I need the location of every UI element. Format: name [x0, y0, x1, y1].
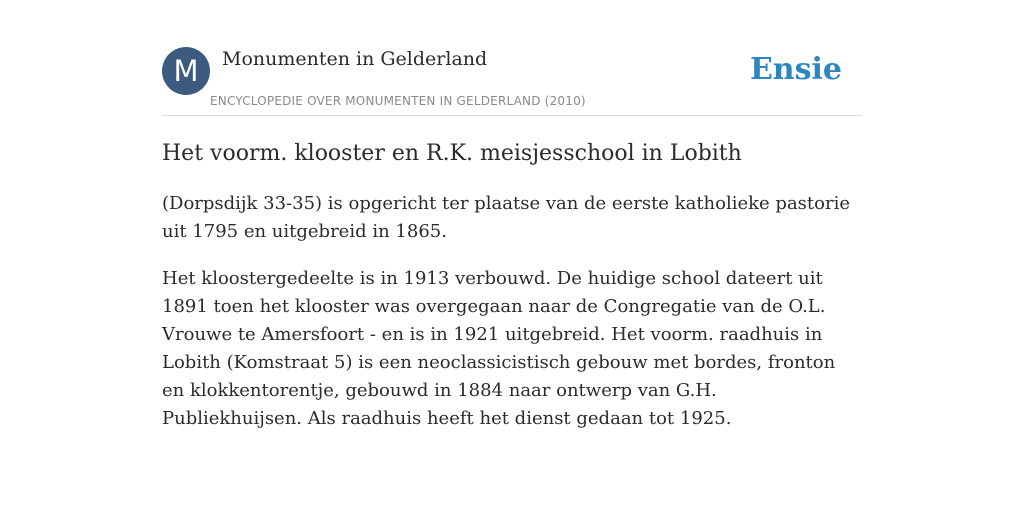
source-header — [162, 46, 862, 116]
article-paragraph: Het kloostergedeelte is in 1913 verbouwd. De huidige school dateert uit 1891 toen het klooster was overgegaan naar de Congregatie van de O.L. Vrouwe te Amersfoort - en is in 1921 uitgebreid. Het voorm. raadhuis in Lobith (Komstraat 5) is een neoclassicistisch gebouw met bordes, fronton en klokkentorentje, gebouwd in 1884 naar ontwerp van G.H. Publiekhuijsen. Als raadhuis heeft het dienst gedaan tot 1925. — [162, 268, 836, 429]
source-avatar[interactable]: M — [162, 47, 210, 95]
source-subtitle: ENCYCLOPEDIE OVER MONUMENTEN IN GELDERLAND (2010) — [210, 94, 586, 108]
article-paragraph: (Dorpsdijk 33-35) is opgericht ter plaatse van de eerste katholieke pastorie uit 1795 en uitgebreid in 1865. — [162, 193, 851, 242]
article — [162, 138, 862, 452]
source-title[interactable]: Monumenten in Gelderland — [222, 48, 488, 70]
article-title: Het voorm. klooster en R.K. meisjesschool in Lobith — [162, 141, 742, 166]
ensie-logo[interactable]: Ensie — [749, 52, 842, 87]
